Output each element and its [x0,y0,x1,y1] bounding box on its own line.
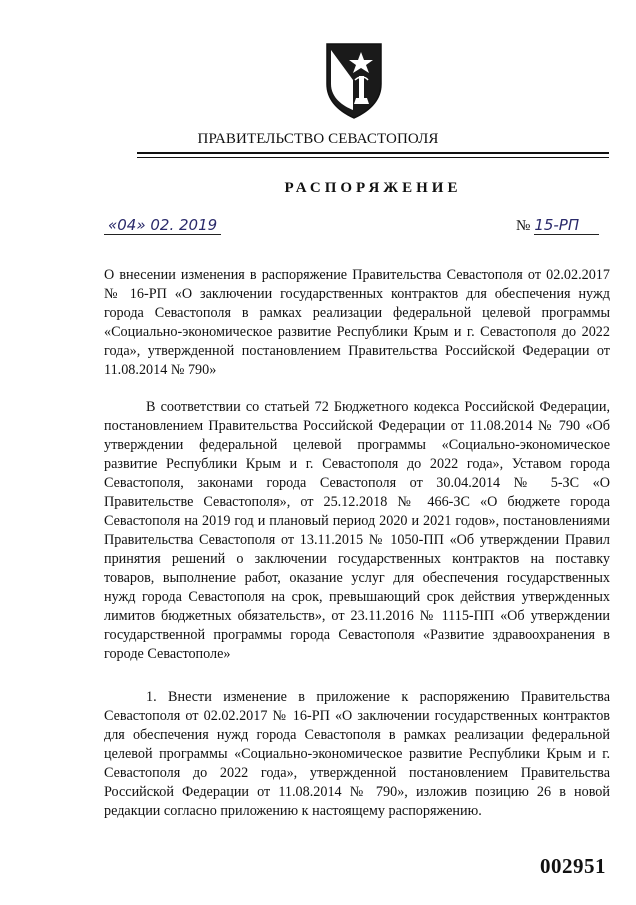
number-prefix: № [516,218,531,234]
serial-number: 002951 [540,854,606,878]
document-type: РАСПОРЯЖЕНИЕ [284,180,462,196]
coat-of-arms-icon [323,40,385,120]
date-handwritten: «04» 02. 2019 [104,216,221,235]
clause-1-paragraph: 1. Внести изменение в приложение к распоряжению Правительства Севастополя от 02.02.2017 № 16-РП «О заключении государственных контрактов для обеспечения нужд города Севастополя в рамках реализации федеральной целевой программы «Социально-экономическое развитие Республики Крым и г. Севастополя до 2022 года», утвержденной постановлением Правительства Российской Федерации от 11.08.2014 № 790», изложив позицию 26 в новой редакции согласно приложению к настоящему распоряжению. [104,689,610,819]
header-rule-thick [137,152,609,154]
government-name: ПРАВИТЕЛЬСТВО СЕВАСТОПОЛЯ [197,131,439,147]
document-number [516,216,599,235]
preamble-paragraph: В соответствии со статьей 72 Бюджетного кодекса Российской Федерации, постановлением Правительства Российской Федерации от 11.08.2014 № 790 «Об утверждении федеральной целевой программы «Социально-экономическое развитие Республики Крым и г. Севастополя до 2022 года», Уставом города Севастополя, законами города Севастополя от 30.04.2014 № 5-ЗС «О Правительстве Севастополя», от 25.12.2018 № 466-ЗС «О бюджете города Севастополя на 2019 год и плановый период 2020 и 2021 годов», постановлениями Правительства Севастополя от 13.11.2015 № 1050-ПП «Об утверждении Правил принятия решений о заключении государственных контрактов на поставку товаров, выполнение работ, оказание услуг для обеспечения государственных нужд города Севастополя на срок, превышающий срок действия утвержденных лимитов бюджетных обязательств», от 23.11.2016 № 1115-ПП «Об утверждении государственной программы города Севастополя «Развитие здравоохранения в городе Севастополе» [104,399,610,662]
header-rule-thin [137,157,609,158]
document-date [104,216,221,234]
document-subject: О внесении изменения в распоряжение Правительства Севастополя от 02.02.2017 № 16-РП «О заключении государственных контрактов для обеспечения нужд города Севастополя в рамках реализации федеральной целевой программы «Социально-экономическое развитие Республики Крым и г. Севастополя до 2022 года», утвержденной постановлением Правительства Российской Федерации от 11.08.2014 № 790» [104,267,610,378]
number-handwritten: 15-РП [534,216,599,235]
